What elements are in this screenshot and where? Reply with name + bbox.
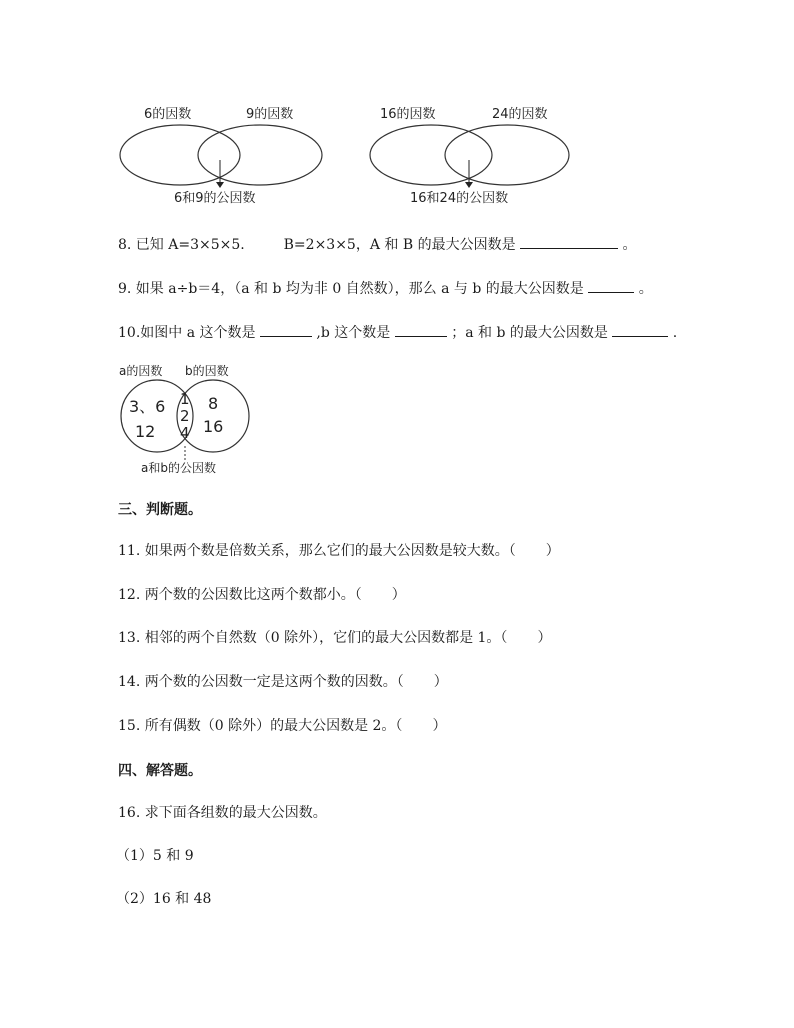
question-12 [118, 586, 406, 604]
q13-close: ） [537, 630, 552, 646]
venn3-right-only-line1: 8 [208, 394, 219, 413]
q10-suffix: . [672, 325, 678, 341]
venn-diagram-a-b [115, 360, 260, 478]
venn3-left-only-line1: 3、6 [129, 397, 166, 416]
venn1-bottom-label: 6和9的公因数 [174, 191, 256, 206]
q15-text: 15. 所有偶数（0 除外）的最大公因数是 2。（ [118, 718, 403, 734]
q15-close: ） [432, 718, 447, 734]
q8-middle: B=2×3×5，A 和 B 的最大公因数是 [283, 237, 516, 253]
q10-prefix: 10.如图中 a 这个数是 [118, 325, 256, 341]
venn1-arrow-icon [216, 182, 224, 188]
q14-close: ） [433, 674, 448, 690]
question-16-item-1: （1）5 和 9 [116, 848, 194, 864]
section-3-heading: 三、判断题。 [118, 502, 202, 518]
question-16-item-2: （2）16 和 48 [116, 891, 212, 907]
q10-b-blank[interactable] [395, 322, 447, 337]
venn3-common-3: 4 [180, 424, 190, 442]
q10-part3: ；a 和 b 的最大公因数是 [451, 325, 608, 341]
question-14 [118, 673, 448, 691]
q8-prefix: 8. 已知 A=3×5×5. [118, 237, 245, 253]
question-13 [118, 629, 551, 647]
q11-close: ） [545, 543, 560, 559]
venn3-bottom-label: a和b的公因数 [141, 461, 216, 475]
venn1-right-label: 9的因数 [246, 107, 294, 122]
venn3-common-2: 2 [180, 407, 190, 425]
question-11 [118, 542, 560, 560]
question-10 [118, 322, 677, 342]
venn1-left-ellipse [120, 125, 240, 185]
section-4-heading: 四、解答题。 [118, 763, 202, 779]
venn2-left-ellipse [370, 125, 492, 185]
q9-prefix: 9. 如果 a÷b＝4，（a 和 b 均为非 0 自然数），那么 a 与 b 的最大公因数是 [118, 281, 584, 297]
question-16-title: 16. 求下面各组数的最大公因数。 [118, 805, 327, 821]
q10-part2: ,b 这个数是 [316, 325, 391, 341]
venn-diagram-6-9 [118, 100, 328, 210]
question-8 [118, 234, 637, 254]
question-15 [118, 717, 446, 735]
q10-gcd-blank[interactable] [612, 322, 668, 337]
q14-text: 14. 两个数的公因数一定是这两个数的因数。（ [118, 674, 404, 690]
venn3-right-label: b的因数 [185, 364, 229, 378]
venn1-right-ellipse [198, 125, 322, 185]
q8-suffix: 。 [622, 237, 637, 253]
q10-a-blank[interactable] [260, 322, 312, 337]
venn3-left-only-line2: 12 [135, 422, 156, 441]
venn2-arrow-icon [465, 182, 473, 188]
q13-text: 13. 相邻的两个自然数（0 除外），它们的最大公因数都是 1。（ [118, 630, 508, 646]
q12-close: ） [391, 587, 406, 603]
venn3-common-1: 1 [180, 390, 190, 408]
venn2-left-label: 16的因数 [380, 107, 436, 122]
venn1-left-label: 6的因数 [144, 107, 192, 122]
q11-text: 11. 如果两个数是倍数关系，那么它们的最大公因数是较大数。（ [118, 543, 516, 559]
venn2-right-ellipse [445, 125, 569, 185]
venn3-right-only-line2: 16 [203, 417, 224, 436]
q9-suffix: 。 [638, 281, 653, 297]
q8-answer-blank[interactable] [520, 234, 618, 249]
q12-text: 12. 两个数的公因数比这两个数都小。（ [118, 587, 362, 603]
venn3-left-label: a的因数 [119, 364, 163, 378]
q9-answer-blank[interactable] [588, 278, 634, 293]
venn-diagram-16-24 [366, 100, 581, 210]
venn2-right-label: 24的因数 [492, 107, 548, 122]
question-9 [118, 278, 653, 298]
venn2-bottom-label: 16和24的公因数 [410, 191, 509, 206]
